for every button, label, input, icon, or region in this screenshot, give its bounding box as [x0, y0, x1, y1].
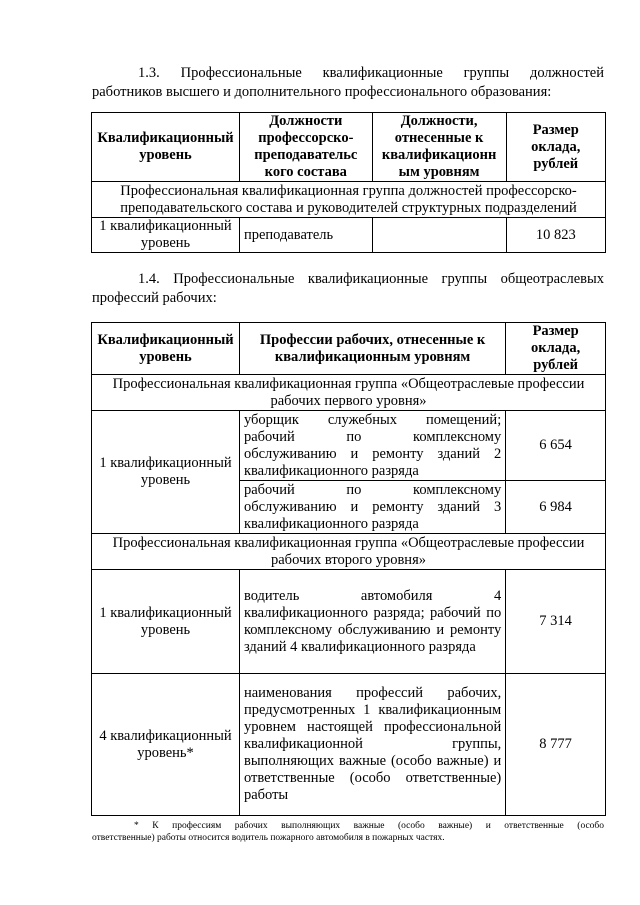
row-position: преподаватель	[239, 218, 372, 253]
section-1-4-heading: 1.4. Профессиональные квалификационные группы общеотраслевых профессий рабочих:	[92, 271, 604, 306]
group-1-level: 1 квалификационный уровень	[92, 411, 240, 534]
row-salary: 10 823	[506, 218, 605, 253]
group-title: Профессиональная квалификационная группа должностей профессорско-преподавательского состава и руководителей структурных подразделений	[92, 182, 606, 218]
header-level: Квалификационный уровень	[92, 323, 240, 375]
group-2-title: Профессиональная квалификационная группа «Общеотраслевые профессии рабочих второго уровня»	[92, 534, 606, 570]
row-level: 1 квалификационный уровень	[92, 218, 240, 253]
salary-cell: 7 314	[506, 570, 606, 674]
row-other	[372, 218, 506, 253]
group-2-level-4: 4 квалификационный уровень*	[92, 674, 240, 816]
group-2-level-1: 1 квалификационный уровень	[92, 570, 240, 674]
header-salary: Размер оклада, рублей	[506, 113, 605, 182]
profession-cell: рабочий по комплексному обслуживанию и ремонту зданий 3 квалификационного разряда	[239, 481, 505, 534]
table-1-4	[91, 322, 606, 816]
header-positions-teaching: Должности профессорско-преподавательс кого состава	[239, 113, 372, 182]
salary-cell: 6 654	[506, 411, 606, 481]
header-professions: Профессии рабочих, отнесенные к квалификационным уровням	[239, 323, 505, 375]
header-salary: Размер оклада, рублей	[506, 323, 606, 375]
header-positions-levels: Должности, отнесенные к квалификационн ым уровням	[372, 113, 506, 182]
table-1-3	[91, 112, 606, 253]
profession-cell: водитель автомобиля 4 квалификационного разряда; рабочий по комплексному обслуживанию и ремонту зданий 4 квалификационного разряда	[239, 570, 505, 674]
salary-cell: 6 984	[506, 481, 606, 534]
profession-cell: уборщик служебных помещений; рабочий по комплексному обслуживанию и ремонту зданий 2 квалификационного разряда	[239, 411, 505, 481]
profession-cell: наименования профессий рабочих, предусмотренных 1 квалификационным уровнем настоящей профессиональной квалификационной группы, выполняющих важные (особо важные) и ответственные (особо ответственные) работы	[239, 674, 505, 816]
salary-cell: 8 777	[506, 674, 606, 816]
group-1-title: Профессиональная квалификационная группа «Общеотраслевые профессии рабочих первого уровня»	[92, 375, 606, 411]
section-1-3-heading: 1.3. Профессиональные квалификационные группы должностей работников высшего и дополнительного профессионального образования:	[92, 65, 604, 100]
footnote: * К профессиям рабочих выполняющих важные (особо важные) и ответственные (особо ответственные) работы относится водитель пожарного автомобиля в пожарных частях.	[92, 821, 604, 843]
header-level: Квалификационный уровень	[92, 113, 240, 182]
